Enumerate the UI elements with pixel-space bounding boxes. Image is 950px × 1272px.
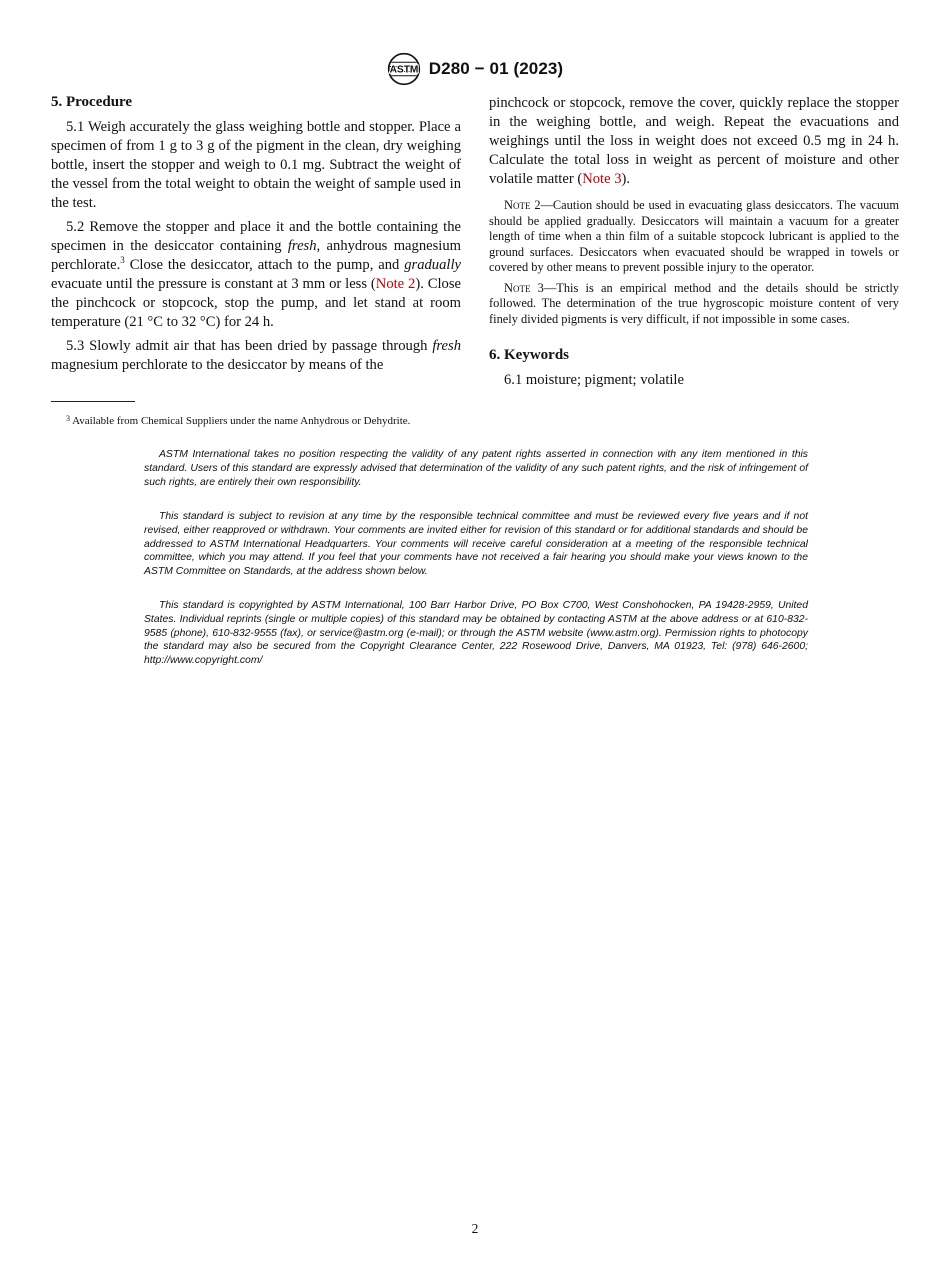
footnote-ref-3[interactable]: 3 — [120, 255, 125, 265]
note-3-text: —This is an empirical method and the details should be strictly followed. The determination of the true hygroscopic moisture content of very finely divided pigments is very difficult, if not impossible in some cases. — [489, 280, 899, 326]
page-header — [0, 52, 950, 86]
section-6-heading: 6. Keywords — [489, 347, 569, 363]
page-number: 2 — [471, 1221, 479, 1236]
note-2-label: Note 2 — [504, 198, 541, 212]
note-3-link[interactable]: Note 3 — [582, 171, 622, 187]
patent-disclaimer: ASTM International takes no position respecting the validity of any patent rights asserted in connection with any item mentioned in this standard. Users of this standard are expressly advised that determination of the validity of any such patent rights, and the risk of infringement of such rights, are entirely their own responsibility. — [144, 449, 808, 488]
left-column — [51, 93, 461, 380]
copyright-disclaimer: This standard is copyrighted by ASTM International, 100 Barr Harbor Drive, PO Box C700, West Conshohocken, PA 19428-2959, United States. Individual reprints (single or multiple copies) of this standard may be obtained by contacting ASTM at the above address or at 610-832-9585 (phone), 610-832-9555 (fax), or service@astm.org (e-mail); or through the ASTM website (www.astm.org). Permission rights to photocopy the standard may also be secured from the Copyright Clearance Center, 222 Rosewood Drive, Danvers, MA 01923, Tel: (978) 646-2600; http://www.copyright.com/ — [144, 600, 808, 667]
note-3 — [489, 281, 899, 328]
footnote-number: 3 — [66, 414, 70, 423]
paragraph-5-2: 5.2 Remove the stopper and place it and the bottle containing the specimen in the desiccator containing fresh, anhydrous magnesium perchlorate.$^3$ Close the desiccator, attach to the pump, and gradually evacuate until the pressure is constant at 3 mm or less (Note 2). Close the pinchcock or stopcock, stop the pump, and let stand at room temperature (21 °C to 32 °C) for 24 h. — [51, 219, 461, 330]
section-5-heading: 5. Procedure — [51, 94, 133, 110]
footnote-text: Available from Chemical Suppliers under the name Anhydrous or Dehydrite. — [70, 415, 411, 427]
astm-logo-text: ASTM — [389, 64, 419, 76]
astm-logo — [387, 52, 421, 86]
footnote-3 — [51, 412, 461, 428]
standard-designation: D280 − 01 (2023) — [428, 59, 564, 78]
note-2-link[interactable]: Note 2 — [375, 276, 416, 292]
footnote-divider — [51, 401, 135, 402]
note-2-text: —Caution should be used in evacuating glass desiccators. The vacuum should be applied gradually. Desiccators will maintain a vacuum for a greater length of time when a thin film of a suitable stopcock lubricant is applied to the ground surfaces. Desiccators when evacuated should be wrapped in towels or covered by other means to prevent possible injury to the operator. — [489, 198, 899, 274]
paragraph-5-1: 5.1 Weigh accurately the glass weighing bottle and stopper. Place a specimen of from 1 g to 3 g of the pigment in the clean, dry weighing bottle, insert the stopper and weigh to 0.1 mg. Subtract the weight of the vessel from the total weight to obtain the weight of sample used in the test. — [51, 119, 461, 211]
paragraph-5-3-start: 5.3 Slowly admit air that has been dried by passage through fresh magnesium perchlorate to the desiccator by means of the — [51, 338, 461, 373]
paragraph-6-1: 6.1 moisture; pigment; volatile — [504, 372, 684, 388]
revision-disclaimer: This standard is subject to revision at any time by the responsible technical committee and must be reviewed every five years and if not revised, either reapproved or withdrawn. Your comments are invited either for revision of this standard or for additional standards and should be addressed to ASTM International Headquarters. Your comments will receive careful consideration at a meeting of the responsible technical committee, which you may attend. If you feel that your comments have not received a fair hearing you should make your views known to the ASTM Committee on Standards, at the address shown below. — [144, 511, 808, 578]
right-column — [489, 94, 899, 390]
note-3-label: Note 3 — [504, 280, 544, 295]
note-2 — [489, 198, 899, 276]
paragraph-5-3-continued: pinchcock or stopcock, remove the cover, quickly replace the stopper in the weighing bottle, and weigh. Repeat the evacuations and weighings until the loss in weight does not exceed 0.5 mg in 24 h. Calculate the total loss in weight as percent of moisture and other volatile matter (Note 3). — [489, 95, 899, 187]
